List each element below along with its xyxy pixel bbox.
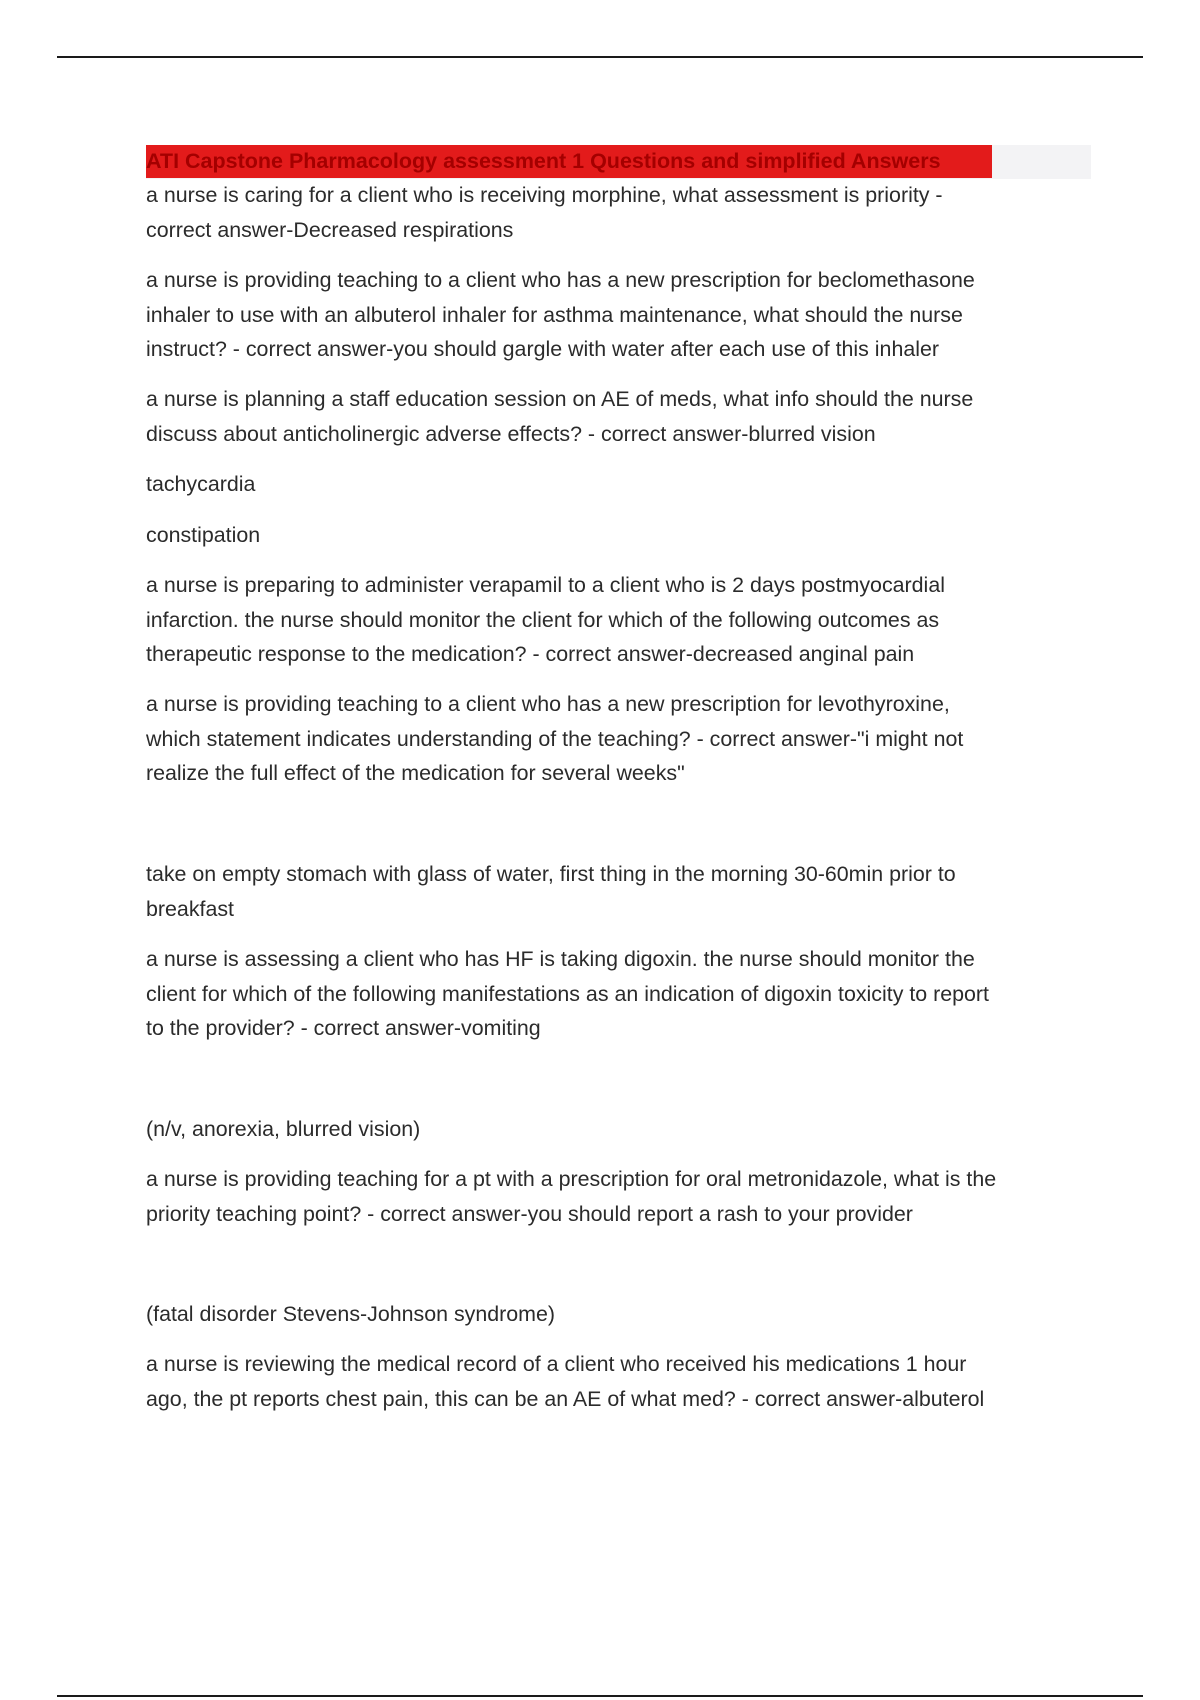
text-line: correct answer-Decreased respirations (146, 217, 514, 242)
qa-paragraph (146, 857, 956, 926)
text-line: a nurse is providing teaching for a pt with a prescription for oral metronidazole, what is the (146, 1167, 997, 1191)
text-line: breakfast (146, 896, 234, 921)
text-line: a nurse is planning a staff education session on AE of meds, what info should the nurse (146, 387, 974, 411)
text-line: a nurse is preparing to administer verapamil to a client who is 2 days postmyocardial (146, 573, 945, 597)
text-line: tachycardia (146, 472, 256, 496)
text-line: inhaler to use with an albuterol inhaler for asthma maintenance, what should the nurse (146, 302, 963, 327)
text-line: which statement indicates understanding of the teaching? - correct answer-"i might not (146, 726, 964, 751)
text-line: instruct? - correct answer-you should gargle with water after each use of this inhaler (146, 337, 940, 361)
footer-rule (57, 1695, 1143, 1697)
qa-paragraph (146, 568, 945, 672)
text-line: to the provider? - correct answer-vomiting (146, 1016, 541, 1040)
text-line: (n/v, anorexia, blurred vision) (146, 1117, 421, 1141)
qa-paragraph (146, 263, 975, 367)
document-title: ATI Capstone Pharmacology assessment 1 Questions and simplified Answers (146, 145, 992, 178)
text-line: client for which of the following manifestations as an indication of digoxin toxicity to report (146, 981, 989, 1006)
qa-paragraph (146, 178, 943, 247)
text-line: discuss about anticholinergic adverse effects? - correct answer-blurred vision (146, 421, 876, 446)
qa-paragraph (146, 687, 963, 791)
text-line: a nurse is assessing a client who has HF is taking digoxin. the nurse should monitor the (146, 947, 975, 971)
qa-paragraph (146, 467, 255, 502)
qa-paragraph (146, 1162, 996, 1231)
text-line: priority teaching point? - correct answer-you should report a rash to your provider (146, 1201, 913, 1226)
text-line: (fatal disorder Stevens-Johnson syndrome) (146, 1302, 555, 1326)
qa-paragraph (146, 1347, 984, 1416)
qa-paragraph (146, 382, 973, 451)
qa-paragraph (146, 1297, 555, 1332)
text-line: ago, the pt reports chest pain, this can be an AE of what med? - correct answer-albuterol (146, 1386, 985, 1411)
text-line: infarction. the nurse should monitor the client for which of the following outcomes as (146, 607, 940, 632)
text-line: take on empty stomach with glass of water, first thing in the morning 30-60min prior to (146, 862, 956, 886)
header-rule (57, 56, 1143, 58)
text-line: a nurse is reviewing the medical record of a client who received his medications 1 hour (146, 1352, 967, 1376)
text-line: therapeutic response to the medication? - correct answer-decreased anginal pain (146, 642, 915, 666)
text-line: constipation (146, 523, 261, 547)
qa-paragraph (146, 518, 260, 553)
text-line: a nurse is caring for a client who is receiving morphine, what assessment is priority - (146, 183, 943, 207)
text-line: a nurse is providing teaching to a client who has a new prescription for levothyroxine, (146, 692, 950, 716)
qa-paragraph (146, 942, 989, 1046)
text-line: a nurse is providing teaching to a client who has a new prescription for beclomethasone (146, 268, 975, 292)
qa-paragraph (146, 1112, 420, 1147)
text-line: realize the full effect of the medication for several weeks" (146, 761, 685, 785)
